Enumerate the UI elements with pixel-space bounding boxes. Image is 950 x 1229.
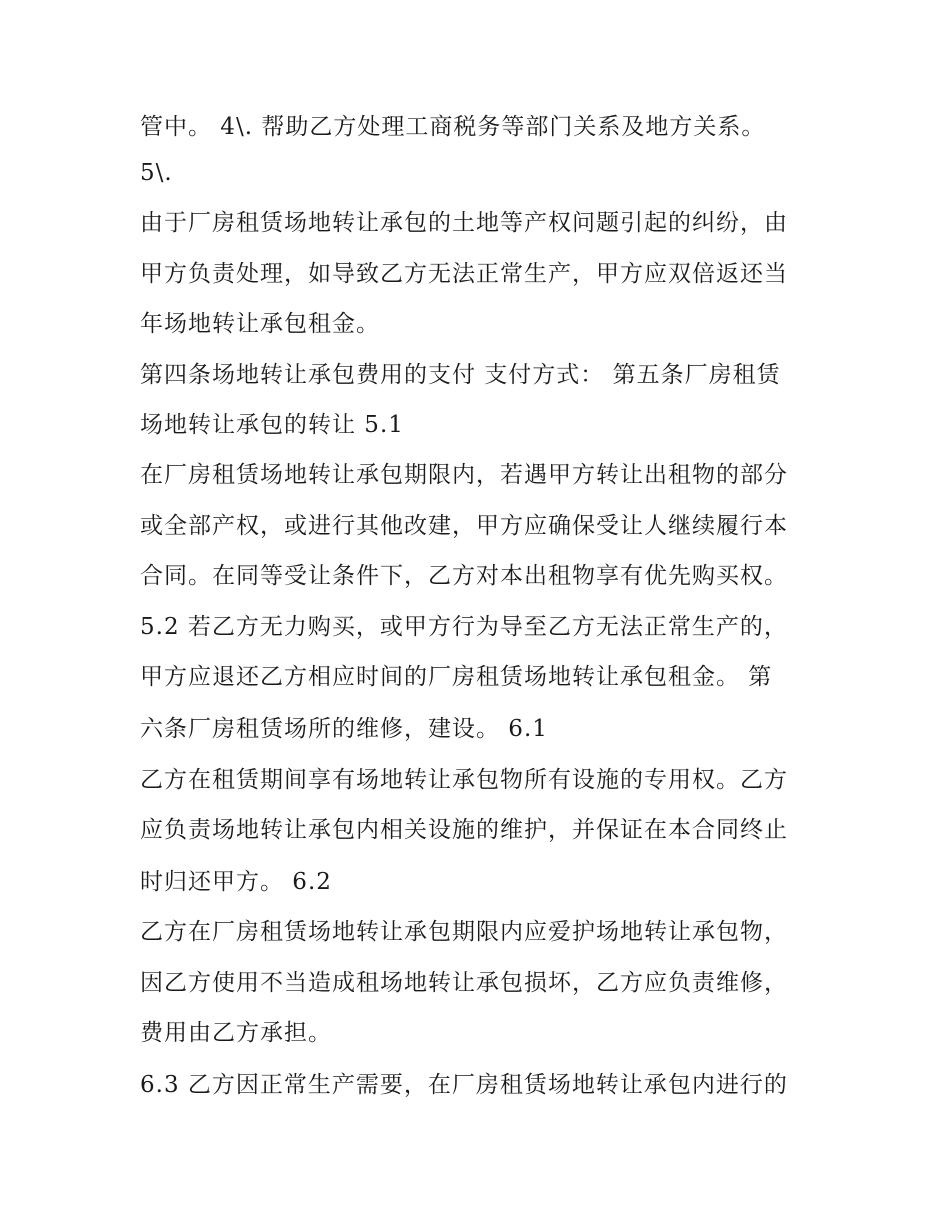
text-line: 合同。在同等受让条件下，乙方对本出租物享有优先购买权。 <box>140 563 788 589</box>
text-line: 由于厂房租赁场地转让承包的土地等产权问题引起的纠纷，由 <box>140 210 788 236</box>
text-line: 5\. <box>140 160 173 186</box>
text-line: 5.2 若乙方无力购买，或甲方行为导至乙方无法正常生产的， <box>140 614 788 640</box>
text-line: 在厂房租赁场地转让承包期限内，若遇甲方转让出租物的部分 <box>140 462 788 488</box>
text-line: 时归还甲方。 6.2 <box>140 869 332 895</box>
text-line: 六条厂房租赁场所的维修，建设。 6.1 <box>140 716 548 742</box>
text-line: 管中。 4\. 帮助乙方处理工商税务等部门关系及地方关系。 <box>140 114 766 140</box>
text-line: 甲方负责处理，如导致乙方无法正常生产，甲方应双倍返还当 <box>140 261 788 287</box>
text-line: 乙方在厂房租赁场地转让承包期限内应爱护场地转让承包物， <box>140 919 788 945</box>
text-line: 乙方在租赁期间享有场地转让承包物所有设施的专用权。乙方 <box>140 767 788 793</box>
text-line: 年场地转让承包租金。 <box>140 311 380 337</box>
text-line: 费用由乙方承担。 <box>140 1020 332 1046</box>
text-line: 应负责场地转让承包内相关设施的维护，并保证在本合同终止 <box>140 817 788 843</box>
text-line: 因乙方使用不当造成租场地转让承包损坏，乙方应负责维修， <box>140 970 788 996</box>
text-line: 或全部产权，或进行其他改建，甲方应确保受让人继续履行本 <box>140 513 788 539</box>
text-line: 场地转让承包的转让 5.1 <box>140 412 404 438</box>
text-line: 甲方应退还乙方相应时间的厂房租赁场地转让承包租金。 第 <box>140 664 773 690</box>
text-line: 6.3 乙方因正常生产需要，在厂房租赁场地转让承包内进行的 <box>140 1072 788 1098</box>
text-line: 第四条场地转让承包费用的支付 支付方式： 第五条厂房租赁 <box>140 362 781 388</box>
